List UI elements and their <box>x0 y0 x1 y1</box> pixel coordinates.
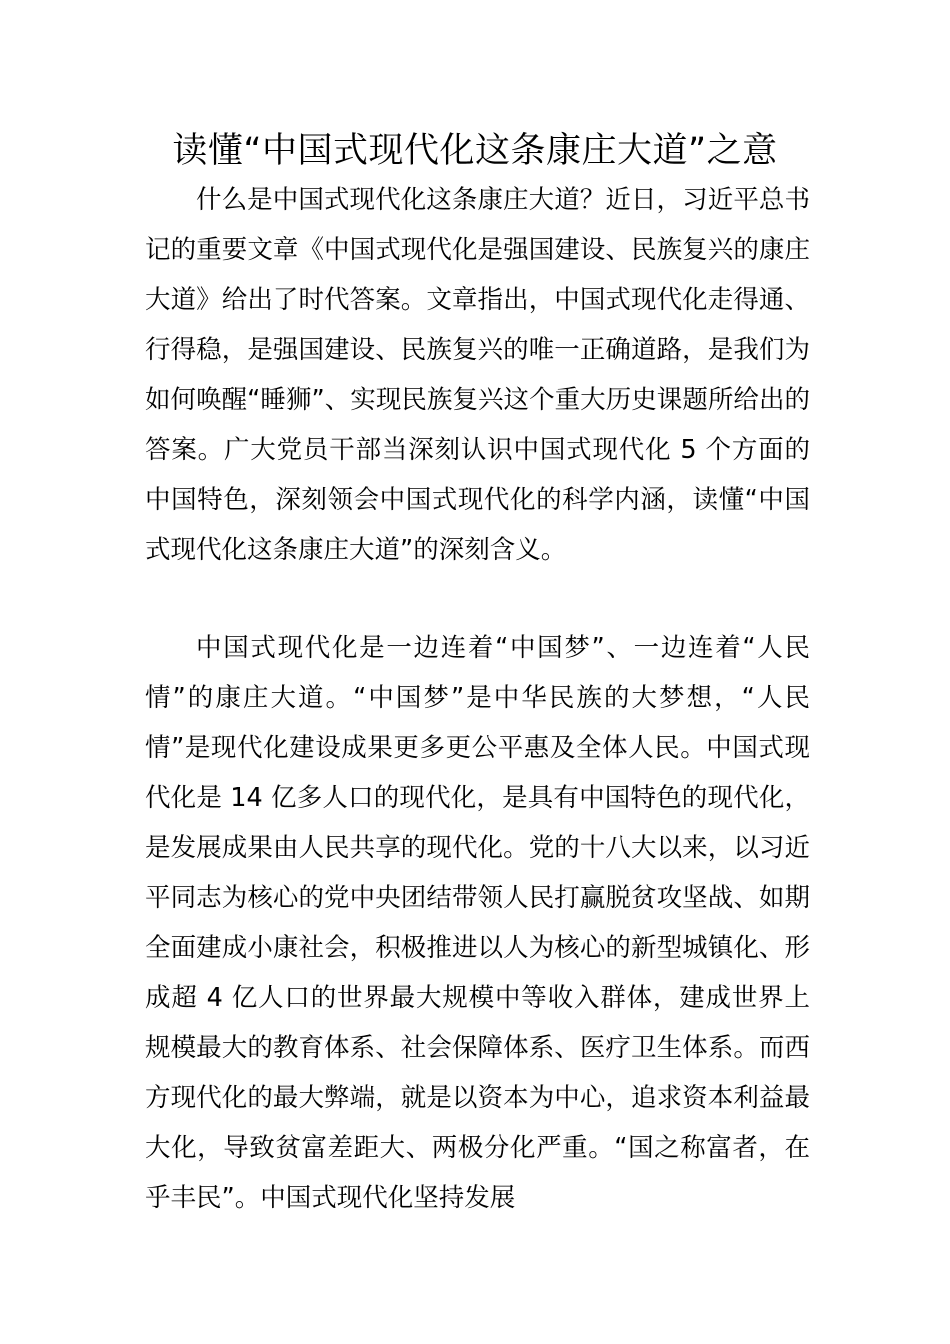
paragraph-2: 中国式现代化是一边连着“中国梦”、一边连着“人民情”的康庄大道。“中国梦”是中华民族的大梦想，“人民情”是现代化建设成果更多更公平惠及全体人民。中国式现代化是 14 亿多人口的现代化，是具有中国特色的现代化，是发展成果由人民共享的现代化。党的十八大以来，以习近平同志为核心的党中央团结带领人民打赢脱贫攻坚战、如期全面建成小康社会，积极推进以人为核心的新型城镇化、形成超 4 亿人口的世界最大规模中等收入群体，建成世界上规模最大的教育体系、社会保障体系、医疗卫生体系。而西方现代化的最大弊端，就是以资本为中心，追求资本利益最大化，导致贫富差距大、两极分化严重。“国之称富者，在乎丰民”。中国式现代化坚持发展 <box>145 633 810 1213</box>
document-title: 读懂“中国式现代化这条康庄大道”之意 <box>172 131 778 171</box>
paragraph-1: 什么是中国式现代化这条康庄大道？近日，习近平总书记的重要文章《中国式现代化是强国建设、民族复兴的康庄大道》给出了时代答案。文章指出，中国式现代化走得通、行得稳，是强国建设、民族复兴的唯一正确道路，是我们为如何唤醒“睡狮”、实现民族复兴这个重大历史课题所给出的答案。广大党员干部当深刻认识中国式现代化 5 个方面的中国特色，深刻领会中国式现代化的科学内涵，读懂“中国式现代化这条康庄大道”的深刻含义。 <box>145 185 810 565</box>
